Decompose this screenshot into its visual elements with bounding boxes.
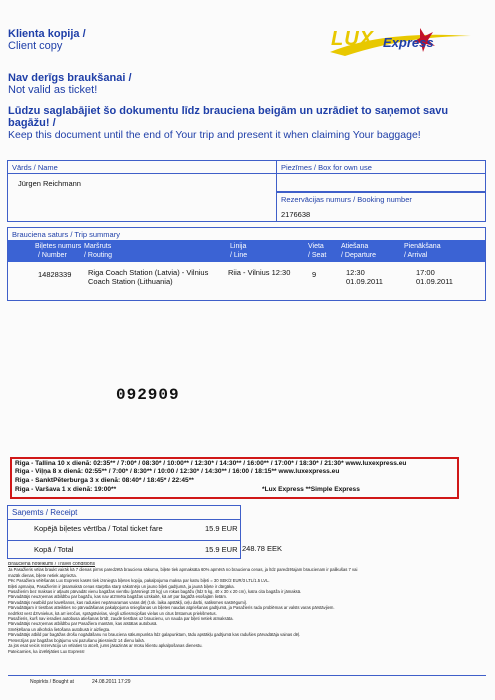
col-arrival-en: / Arrival — [404, 252, 428, 259]
col-routing-en: / Routing — [84, 252, 113, 259]
seat-number: 9 — [312, 270, 317, 279]
route-warsaw: Riga - Varšava 1 x dienā: 19:00** — [15, 486, 117, 493]
travel-condition-line: Pretenzijas par bagāžas bojājumu vai pazušanu jāiesniedz 14 dienu laikā. — [8, 637, 145, 643]
notes-box — [276, 160, 486, 192]
total-fare-value: 15.9 EUR — [205, 524, 238, 533]
booking-label: Rezervācijas numurs / Booking number — [281, 195, 412, 204]
bought-at-label: Nopirkts / Bought at — [30, 679, 74, 685]
total-label: Kopā / Total — [34, 545, 74, 554]
total-value: 15.9 EUR — [205, 545, 238, 554]
trip-summary-box — [7, 227, 486, 301]
routes-info-box — [10, 457, 459, 499]
client-copy-title-en: Client copy — [8, 40, 63, 52]
travel-condition-line: Pēc Pasažiera vēlēšanās Lux Express kasēs tiek izsniegta biļetes kopija, pakalpojuma maksa par katru biļeti = 30 SEK/2 EUR/3 LTL/1.5 LVL. — [8, 578, 270, 584]
travel-condition-line: nedrīkst vest dzīvniekus, kā arī ieročus, sprāgstvielas, viegli uzliesmojošas vielas un citus bīstamus priekšmetus. — [8, 610, 217, 616]
stamp-number: 092909 — [116, 386, 180, 404]
departure-time: 12:30 — [346, 268, 365, 277]
route-st-petersburg: Riga - SanktPēterburga 3 x dienā: 08:40* / 18:45* / 22:45** — [15, 477, 194, 484]
col-seat-en: / Seat — [308, 252, 327, 259]
travel-conditions-heading: Brauciena noteikumi / Travel conditions — [8, 562, 95, 567]
col-routing: Maršruts — [84, 243, 112, 250]
travel-condition-line: Pārvadātājs atbild par bagāžas drošu nogādāšanu no brauciena sākumpunkta līdz galapunktam, tādu apstākļu gadījumā kas radušies pārvadātāja vainas dēļ. — [8, 632, 301, 638]
client-copy-title-lv: Klienta kopija / — [8, 28, 86, 40]
travel-condition-line: Pārvadātājs neatbild par kavēšanos, kas radusies nepārvaramas varas dēļ (t.sk. laika apstākļi, ceļu darbi, satiksmes sastrēgumi). — [8, 599, 248, 605]
travel-condition-line: Ja jūs esat veicis rezervāciju un vēlaties to atcelt, jums jāsazinās ar mūsu klientu apkalpošanas dienestu. — [8, 643, 203, 649]
travel-condition-line: Ja Pasažieris vēlas braukt vairāk kā 7 dienas pirms paredzētā brauciena sākuma, biļete tiek apmaksāta 60% apmērā no brauciena cenas, ja līdz paredzētajam braucienam ir palikušas 7 vai — [8, 567, 358, 573]
route-line-2: Coach Station (Lithuania) — [88, 277, 173, 286]
total-eek: 248.78 EEK — [242, 544, 283, 553]
travel-condition-line: Pateicamies, ka izvēlējāties Lux Express! — [8, 648, 85, 654]
name-box — [7, 160, 277, 222]
col-line: Linija — [230, 243, 247, 250]
travel-condition-line: Smēķēšana un alkohola lietošana autobusā ir aizliegta. — [8, 626, 111, 632]
receipt-label: Saņemts / Receipt — [12, 508, 78, 517]
booking-box — [276, 192, 486, 222]
booking-number: 2176638 — [281, 210, 311, 219]
travel-condition-line: Pārvadātājs neuzņemas atbildību par Pasažiera mantām, kas atstātas autobusā. — [8, 621, 158, 627]
col-ticket-number-en: / Number — [38, 252, 67, 259]
keep-document-notice-lv: Lūdzu saglabājiet šo dokumentu līdz brauciena beigām un uzrādiet to saņemot savu bagāžu! / — [8, 105, 449, 129]
receipt-box — [7, 505, 241, 559]
departure-date: 01.09.2011 — [346, 277, 383, 286]
not-valid-title-lv: Nav derīgs braukšanai / — [8, 72, 132, 84]
line-name: Riia - Vilnius 12:30 — [228, 268, 291, 277]
travel-condition-line: Biļeti apmaiņa, Pasažierim ir jāsamaksā cenas starpība starp sākotnējo un jauno biļeti gadījumā, ja jaunā biļete ir dārgāka. — [8, 583, 235, 589]
col-departure-en: / Departure — [341, 252, 377, 259]
travel-conditions-text — [8, 567, 486, 654]
notes-label: Piezīmes / Box for own use — [281, 163, 372, 172]
logo-express-text: Express — [383, 35, 434, 50]
total-fare-label: Kopējā biļetes vērtība / Total ticket fare — [34, 524, 163, 533]
route-tallinn: Riga - Tallina 10 x dienā: 02:35** / 7:00* / 08:30* / 10:00** / 12:30* / 14:30** / 16:00** / 17:00* / 18:30* / 21:30* www.luxexpress.eu — [15, 460, 407, 467]
trip-header-band — [8, 240, 485, 262]
travel-condition-line: Pasažieris, kurš nav ieradies autobusa atiešanas brīdī, zaudē tiesības uz braucienu, un nauda par biļeti netiek atmaksāta. — [8, 616, 234, 622]
route-vilnius: Riga - Viļņa 8 x dienā: 02:55** / 7:00* / 8:30** / 10:00 / 12:30* / 14:30** / 16:00 / 18:15** www.luxexpress.eu — [15, 468, 340, 475]
keep-document-notice-en: Keep this document until the end of Your trip and present it when claiming Your baggage! — [8, 129, 421, 141]
travel-condition-line: Pasažierim bez maksas ir atļauts pārvadāt vienu bagāžas vienību (pārsniegt 20 kg) un rokas bagāžu (līdz 5 kg, 40 x 30 x 20 cm), katra cita bagāža ir jāmaksā. — [8, 589, 302, 595]
arrival-time: 17:00 — [416, 268, 435, 277]
col-seat: Vieta — [308, 243, 324, 250]
col-arrival: Pienākšana — [404, 243, 441, 250]
arrival-date: 01.09.2011 — [416, 277, 453, 286]
travel-condition-line: Pārvadātājam ir tiesības atteikties no pārvadāšanas pakalpojuma sniegšanas un biļetes naudas atgriešanas gadījumā, ja Pasažieris rada problēmas ar valsts varas pārstāvjiem. — [8, 605, 335, 611]
logo-lux-text: LUX — [331, 28, 374, 50]
col-ticket-number: Biļetes numurs — [35, 243, 82, 250]
bought-at-value: 24.08.2011 17:29 — [92, 679, 131, 685]
passenger-name: Jürgen Reichmann — [18, 179, 81, 188]
lux-express-logo — [325, 22, 475, 62]
travel-conditions — [8, 562, 486, 670]
name-label: Vārds / Name — [12, 163, 58, 172]
travel-condition-line: mazāk dienas, biļete netiek atgriezta. — [8, 572, 77, 578]
ticket-number: 14828339 — [38, 270, 72, 279]
col-line-en: / Line — [230, 252, 248, 259]
trip-summary-label: Brauciena saturs / Trip summary — [12, 230, 120, 239]
routes-legend: *Lux Express **Simple Express — [262, 486, 360, 493]
not-valid-title-en: Not valid as ticket! — [8, 84, 98, 96]
col-departure: Atiešana — [341, 243, 369, 250]
route-line-1: Riga Coach Station (Latvia) - Vilnius — [88, 268, 209, 277]
travel-condition-line: Pārvadātājs neuzņemas atbildību par bagāžu, kas nav atzīmēta bagāžas uzskaitē, kā arī par bagāžā esošajām lietām. — [8, 594, 228, 600]
